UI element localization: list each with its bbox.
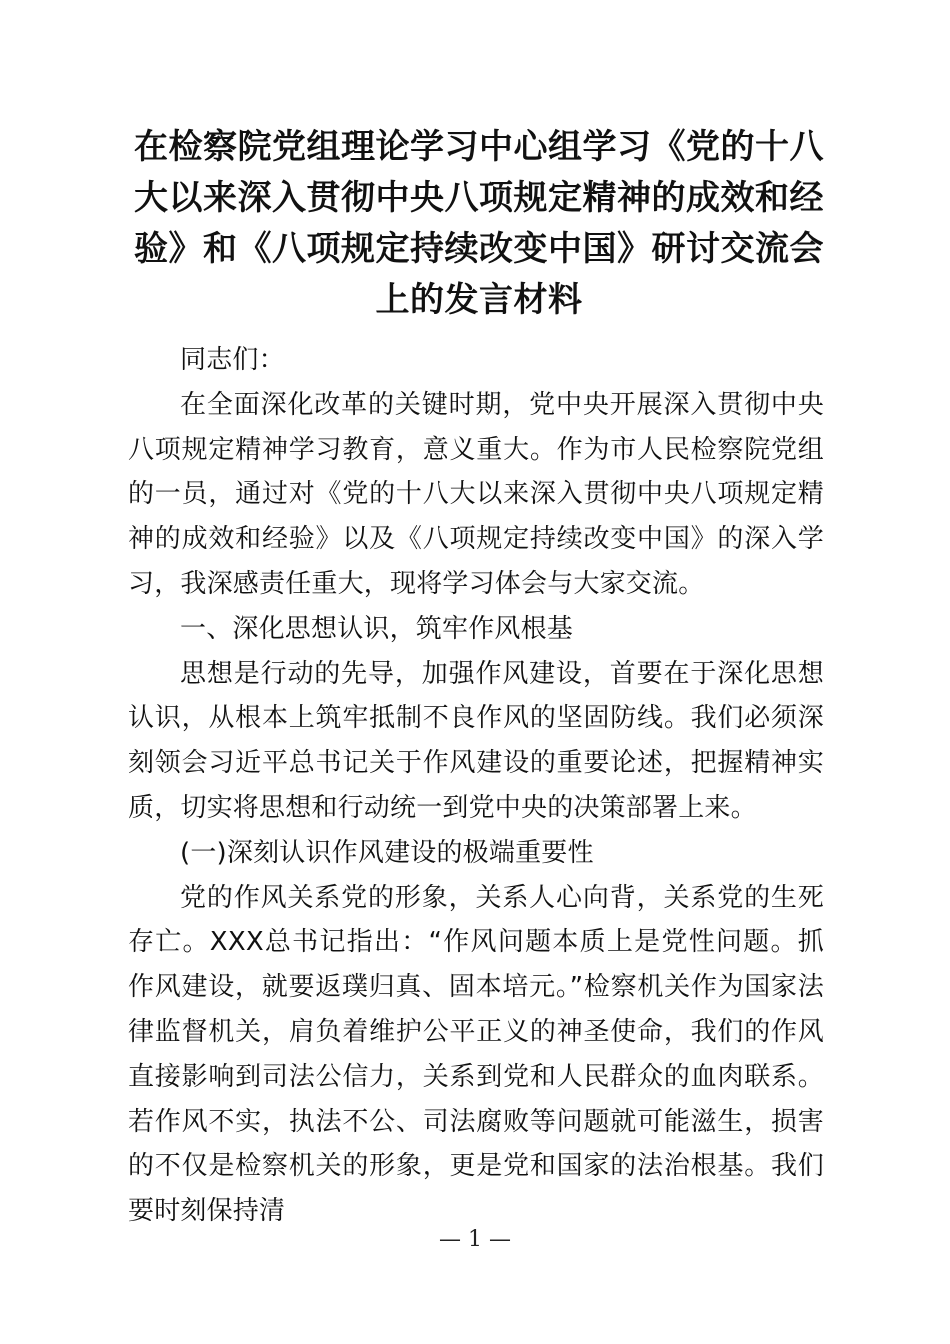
document-title: 在检察院党组理论学习中心组学习《党的十八大以来深入贯彻中央八项规定精神的成效和经验》和《八项规定持续改变中国》研讨交流会上的发言材料 [134, 127, 824, 320]
subsection-1-paragraph: 党的作风关系党的形象，关系人心向背，关系党的生死存亡。XXX总书记指出：“作风问题本质上是党性问题。抓作风建设，就要返璞归真、固本培元。”检察机关作为国家法律监督机关，肩负着维护公平正义的神圣使命，我们的作风直接影响到司法公信力，关系到党和人民群众的血肉联系。若作风不实，执法不公、司法腐败等问题就可能滋生，损害的不仅是检察机关的形象，更是党和国家的法治根基。我们要时刻保持清 [128, 882, 824, 1227]
section-heading-1: 一、深化思想认识，筑牢作风根基 [180, 613, 574, 644]
intro-paragraph: 在全面深化改革的关键时期，党中央开展深入贯彻中央八项规定精神学习教育，意义重大。作为市人民检察院党组的一员，通过对《党的十八大以来深入贯彻中央八项规定精神的成效和经验》以及《八项规定持续改变中国》的深入学习，我深感责任重大，现将学习体会与大家交流。 [128, 389, 824, 599]
page-number: — 1 — [439, 1227, 511, 1252]
document-body [128, 338, 824, 1234]
section-1-paragraph: 思想是行动的先导，加强作风建设，首要在于深化思想认识，从根本上筑牢抵制不良作风的坚固防线。我们必须深刻领会习近平总书记关于作风建设的重要论述，把握精神实质，切实将思想和行动统一到党中央的决策部署上来。 [128, 658, 824, 823]
salutation: 同志们： [180, 345, 285, 375]
subsection-heading-1: (一)深刻认识作风建设的极端重要性 [180, 837, 594, 868]
